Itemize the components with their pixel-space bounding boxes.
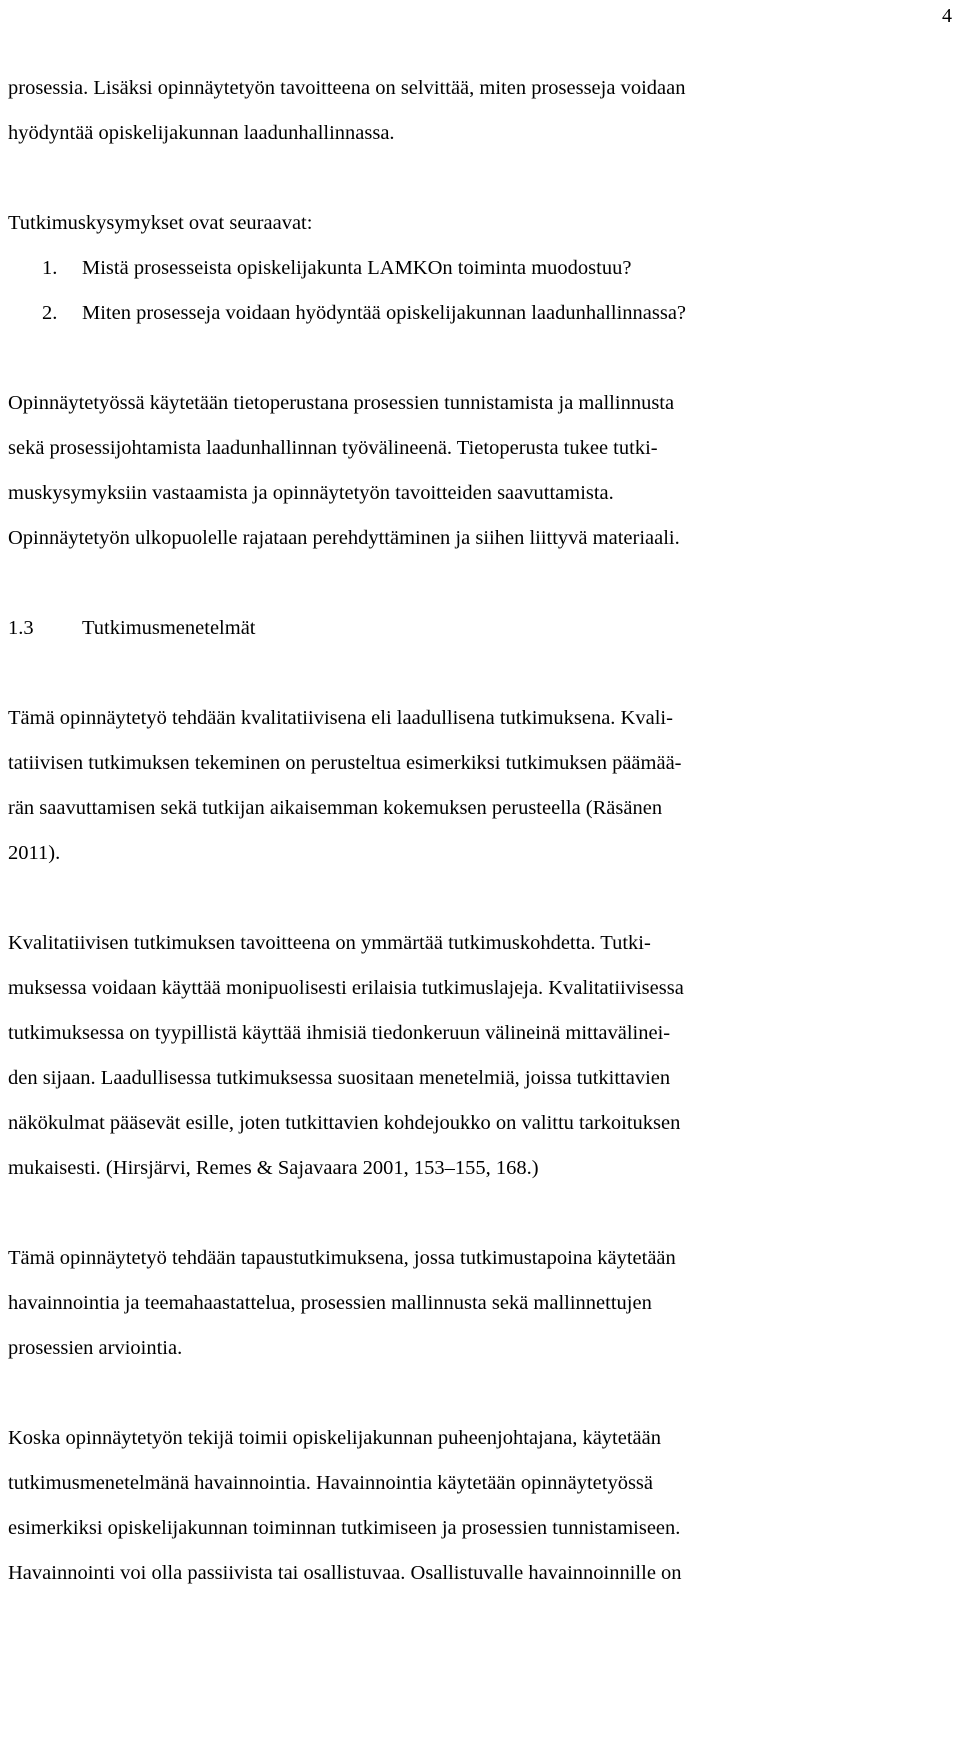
questions-list <box>8 246 948 336</box>
section-heading <box>8 606 948 651</box>
text-line: esimerkiksi opiskelijakunnan toiminnan tutkimiseen ja prosessien tunnistamiseen. <box>8 1517 681 1539</box>
text-line: prosessia. Lisäksi opinnäytetyön tavoitteena on selvittää, miten prosesseja voidaan <box>8 77 686 99</box>
text-line: Havainnointi voi olla passiivista tai osallistuvaa. Osallistuvalle havainnoinnille on <box>8 1562 682 1584</box>
document-body <box>8 66 948 1596</box>
text-line: Koska opinnäytetyön tekijä toimii opiskelijakunnan puheenjohtajana, käytetään <box>8 1427 661 1449</box>
list-number: 2. <box>42 302 58 324</box>
text-line: mukaisesti. (Hirsjärvi, Remes & Sajavaara 2001, 153–155, 168.) <box>8 1157 539 1179</box>
text-line: 2011). <box>8 842 61 864</box>
page-number: 4 <box>942 5 952 27</box>
paragraph-case-study <box>8 1236 948 1371</box>
text-line: Opinnäytetyön ulkopuolelle rajataan perehdyttäminen ja siihen liittyvä materiaali. <box>8 527 680 549</box>
text-line: havainnointia ja teemahaastattelua, prosessien mallinnusta sekä mallinnettujen <box>8 1292 652 1314</box>
section-number: 1.3 <box>8 617 34 639</box>
questions-intro: Tutkimuskysymykset ovat seuraavat: <box>8 212 313 234</box>
list-item <box>8 246 948 291</box>
text-line: tutkimusmenetelmänä havainnointia. Havainnointia käytetään opinnäytetyössä <box>8 1472 653 1494</box>
paragraph-qualitative <box>8 696 948 876</box>
text-line: näkökulmat pääsevät esille, joten tutkittavien kohdejoukko on valittu tarkoituksen <box>8 1112 681 1134</box>
paragraph-theory <box>8 381 948 561</box>
text-line: muskysymyksiin vastaamista ja opinnäytetyön tavoitteiden saavuttamista. <box>8 482 614 504</box>
text-line: sekä prosessijohtamista laadunhallinnan työvälineenä. Tietoperusta tukee tutki- <box>8 437 658 459</box>
text-line: tutkimuksessa on tyypillistä käyttää ihmisiä tiedonkeruun välineinä mittavälinei- <box>8 1022 671 1044</box>
text-line: den sijaan. Laadullisessa tutkimuksessa suositaan menetelmiä, joissa tutkittavien <box>8 1067 671 1089</box>
text-line: Kvalitatiivisen tutkimuksen tavoitteena on ymmärtää tutkimuskohdetta. Tutki- <box>8 932 651 954</box>
text-line: tatiivisen tutkimuksen tekeminen on perusteltua esimerkiksi tutkimuksen päämää- <box>8 752 682 774</box>
list-item <box>8 291 948 336</box>
list-text: Mistä prosesseista opiskelijakunta LAMKOn toiminta muodostuu? <box>82 257 632 279</box>
text-line: hyödyntää opiskelijakunnan laadunhallinnassa. <box>8 122 395 144</box>
paragraph-observation <box>8 1416 948 1596</box>
text-line: muksessa voidaan käyttää monipuolisesti erilaisia tutkimuslajeja. Kvalitatiivisessa <box>8 977 684 999</box>
list-number: 1. <box>42 257 58 279</box>
paragraph-goal <box>8 66 948 156</box>
text-line: Tämä opinnäytetyö tehdään kvalitatiivisena eli laadullisena tutkimuksena. Kvali- <box>8 707 673 729</box>
paragraph-qualitative-goal <box>8 921 948 1191</box>
text-line: prosessien arviointia. <box>8 1337 183 1359</box>
list-text: Miten prosesseja voidaan hyödyntää opiskelijakunnan laadunhallinnassa? <box>82 302 687 324</box>
text-line: Opinnäytetyössä käytetään tietoperustana prosessien tunnistamista ja mallinnusta <box>8 392 675 414</box>
text-line: Tämä opinnäytetyö tehdään tapaustutkimuksena, jossa tutkimustapoina käytetään <box>8 1247 676 1269</box>
section-title: Tutkimusmenetelmät <box>82 617 256 639</box>
research-questions <box>8 201 948 336</box>
text-line: rän saavuttamisen sekä tutkijan aikaisemman kokemuksen perusteella (Räsänen <box>8 797 663 819</box>
